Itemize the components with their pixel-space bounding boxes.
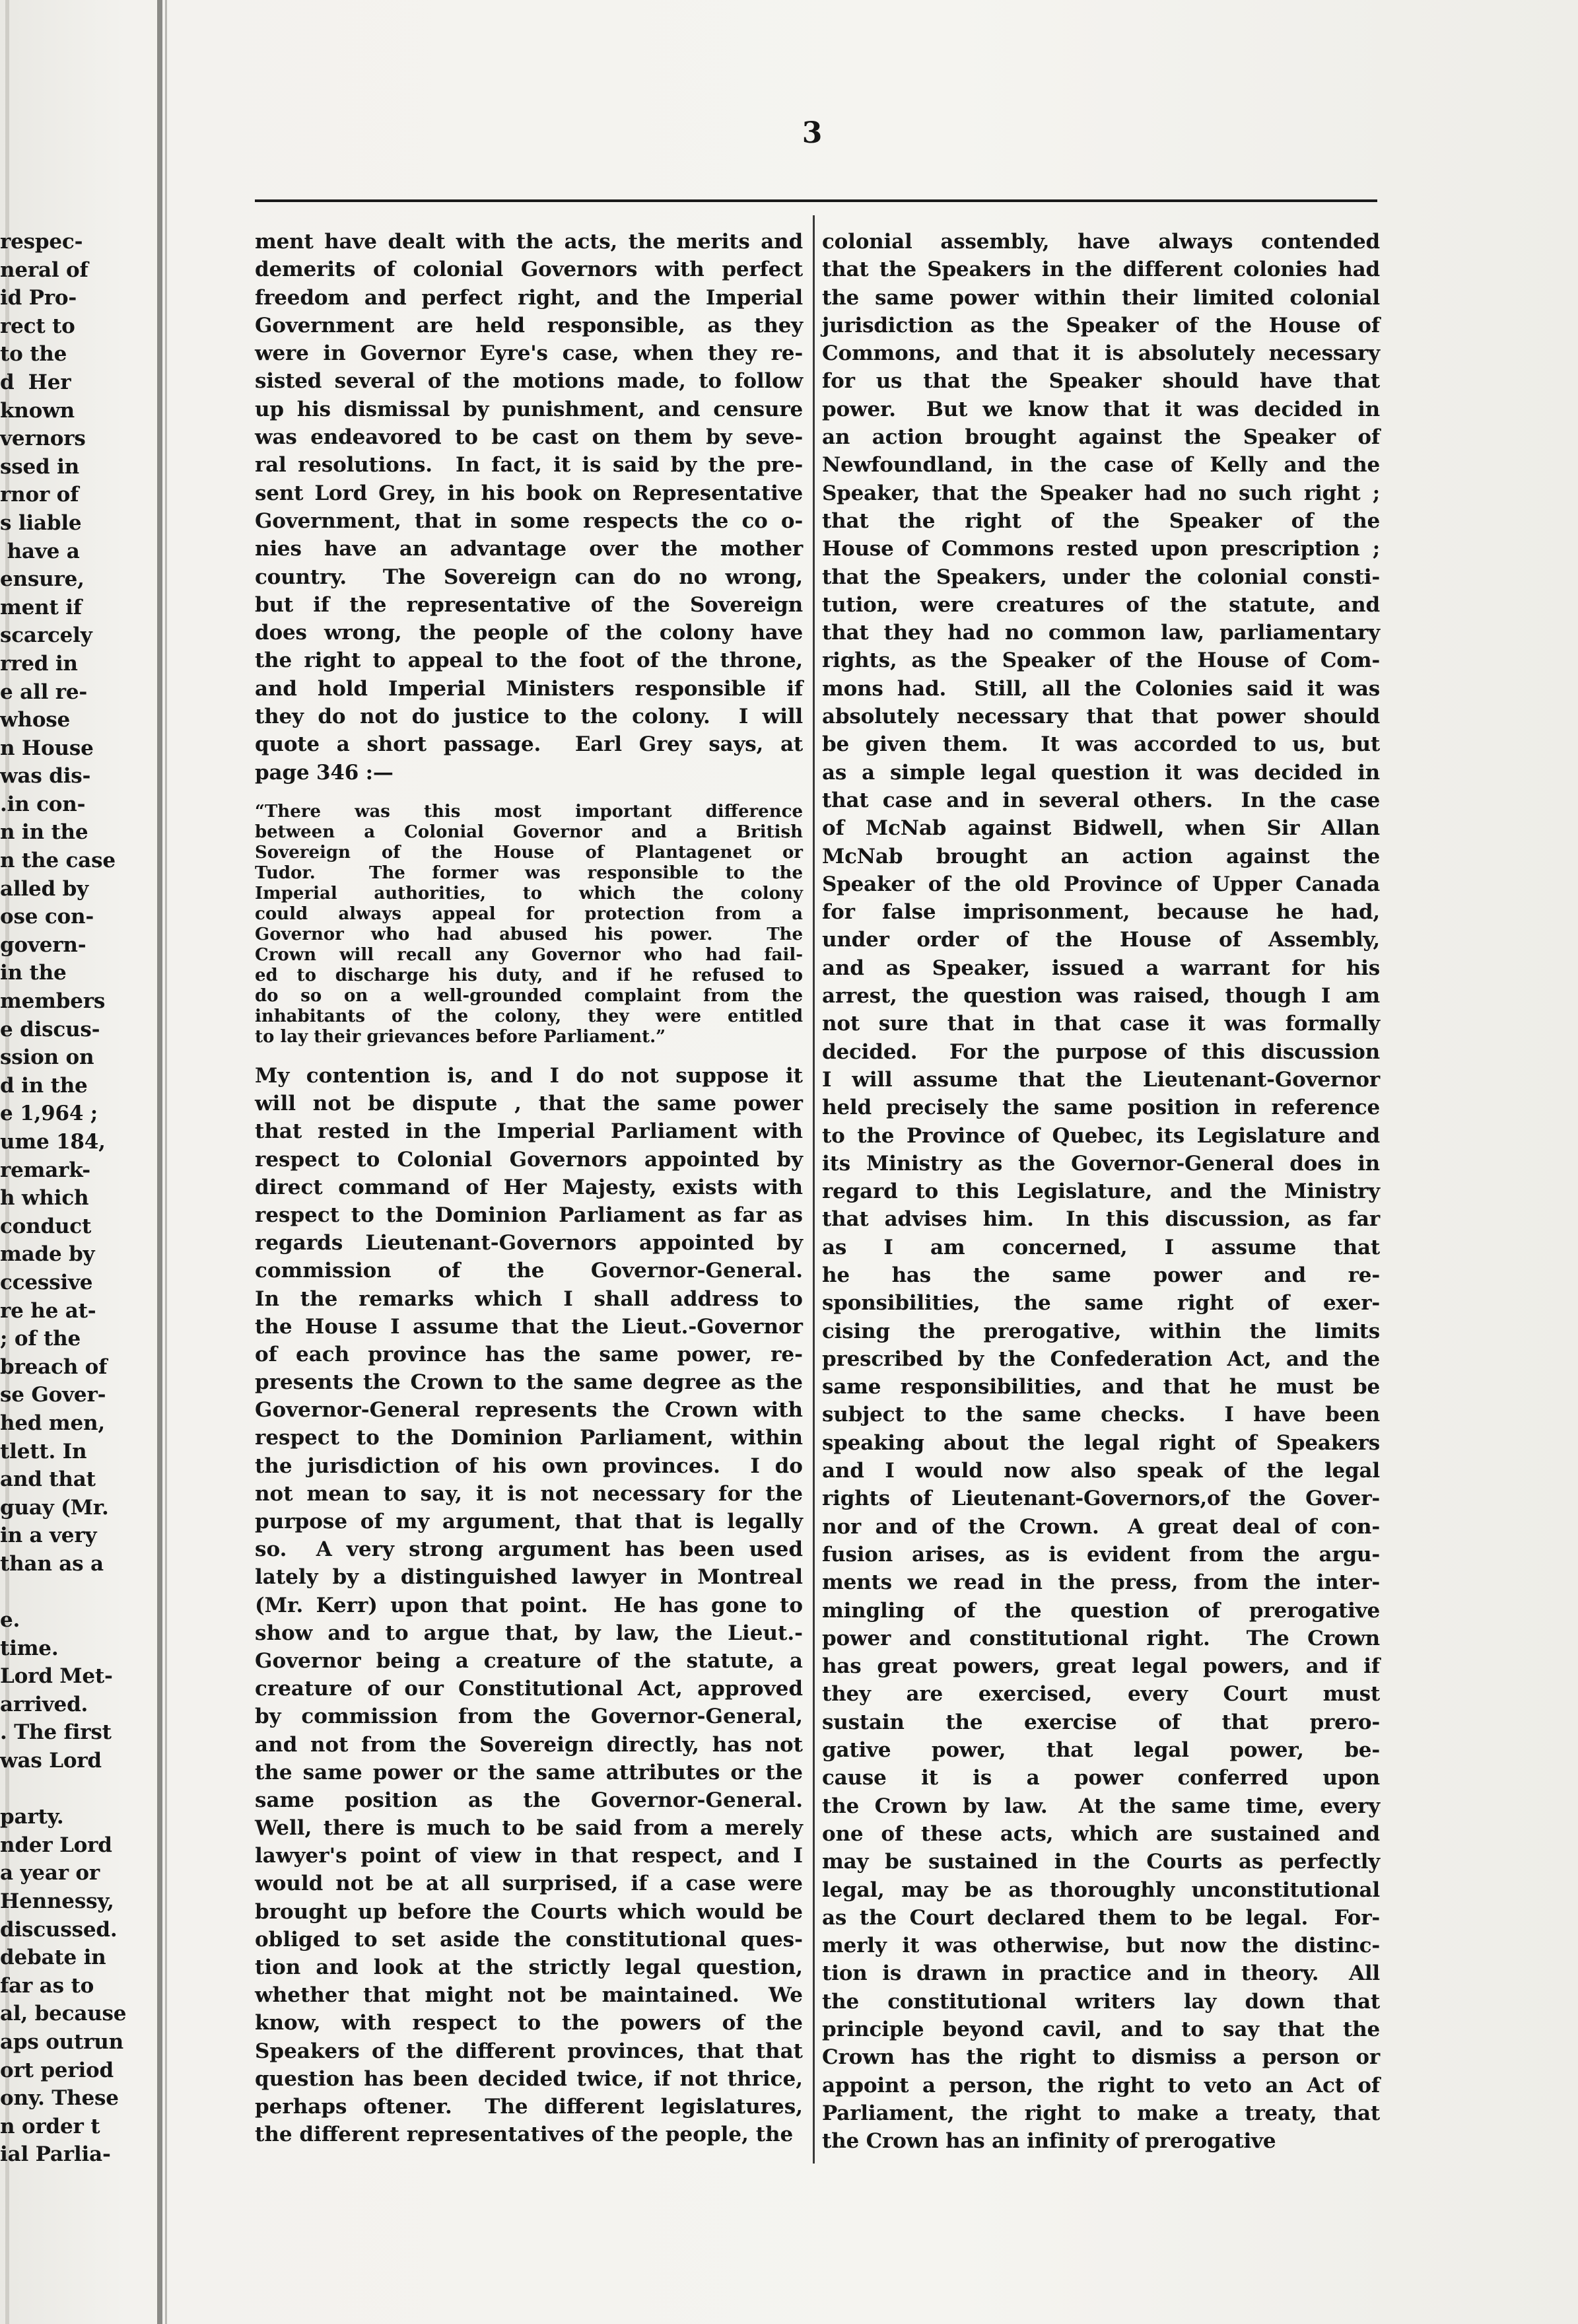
fragment-line: h which (0, 1186, 89, 1211)
text-line: and as Speaker, issued a warrant for his (822, 956, 1380, 980)
fragment-line: was dis- (0, 764, 91, 789)
fragment-line: a year or (0, 1861, 100, 1885)
text-line: would not be at all surprised, if a case were (255, 1872, 803, 1896)
fragment-line: discussed. (0, 1917, 118, 1942)
text-line: sisted several of the motions made, to follow (255, 369, 803, 394)
fragment-line: time. (0, 1636, 59, 1660)
text-line: the right to appeal to the foot of the throne, (255, 649, 803, 673)
fragment-line: rnor of (0, 483, 79, 507)
text-line: the House I assume that the Lieut.-Governor (255, 1314, 803, 1339)
text-line: were in Governor Eyre's case, when they re- (255, 341, 803, 366)
text-line: direct command of Her Majesty, exists with (255, 1175, 803, 1199)
fragment-line: ; of the (0, 1327, 81, 1351)
fragment-line: d Her (0, 370, 71, 394)
text-line: rights, as the Speaker of the House of Com- (822, 649, 1380, 673)
text-line: gative power, that legal power, be- (822, 1738, 1380, 1763)
text-line: presents the Crown to the same degree as the (255, 1370, 803, 1395)
fragment-line: than as a (0, 1551, 104, 1576)
text-line: arrest, the question was raised, though I am (822, 984, 1380, 1008)
text-line: absolutely necessary that that power should (822, 705, 1380, 729)
text-line: ments we read in the press, from the inter- (822, 1570, 1380, 1595)
text-line: and I would now also speak of the legal (822, 1459, 1380, 1483)
text-line: respect to the Dominion Parliament, within (255, 1426, 803, 1450)
fragment-line: id Pro- (0, 286, 77, 310)
fragment-line: whose (0, 708, 71, 732)
text-line: has great powers, great legal powers, and if (822, 1654, 1380, 1679)
text-line: Speaker, that the Speaker had no such right ; (822, 481, 1380, 505)
quote-line: ed to discharge his duty, and if he refused to (255, 966, 803, 985)
quote-line: Tudor. The former was responsible to the (255, 863, 803, 883)
fragment-line: members (0, 989, 106, 1014)
fragment-line: was Lord (0, 1749, 102, 1773)
fragment-line: n House (0, 736, 94, 760)
text-line: the Crown has an infinity of prerogative (822, 2129, 1276, 2154)
text-line: he has the same power and re- (822, 1263, 1380, 1287)
text-line: that rested in the Imperial Parliament with (255, 1119, 803, 1144)
text-line: respect to Colonial Governors appointed by (255, 1147, 803, 1172)
text-line: prescribed by the Confederation Act, and the (822, 1347, 1380, 1371)
text-line: by commission from the Governor-General, (255, 1705, 803, 1729)
fragment-line: to the (0, 342, 67, 367)
text-line: colonial assembly, have always contended (822, 230, 1380, 254)
fragment-line: and that (0, 1467, 96, 1492)
fragment-line: Hennessy, (0, 1889, 114, 1914)
text-line: the different representatives of the people, the (255, 2123, 794, 2147)
text-line: Parliament, the right to make a treaty, that (822, 2101, 1380, 2125)
text-line: My contention is, and I do not suppose it (255, 1064, 803, 1088)
text-line: same responsibilities, and that he must be (822, 1375, 1380, 1399)
text-line: the Crown by law. At the same time, every (822, 1794, 1380, 1818)
text-line: nies have an advantage over the mother (255, 537, 803, 561)
text-line: (Mr. Kerr) upon that point. He has gone to (255, 1593, 803, 1617)
text-line: cising the prerogative, within the limits (822, 1319, 1380, 1343)
text-line: regard to this Legislature, and the Ministry (822, 1180, 1380, 1204)
text-line: held precisely the same position in reference (822, 1096, 1380, 1120)
quote-line: “There was this most important difference (255, 802, 803, 822)
fragment-line: known (0, 398, 75, 423)
text-line: subject to the same checks. I have been (822, 1403, 1380, 1427)
fragment-line: rred in (0, 651, 78, 676)
text-line: appoint a person, the right to veto an Act of (822, 2073, 1380, 2097)
fragment-line: n the case (0, 849, 116, 873)
text-line: purpose of my argument, that that is legally (255, 1510, 803, 1533)
text-line: one of these acts, which are sustained and (822, 1821, 1380, 1846)
fragment-line: ccessive (0, 1270, 93, 1294)
fragment-line: e all re- (0, 680, 88, 704)
text-line: rights of Lieutenant-Governors,of the Gover- (822, 1487, 1380, 1511)
text-line: freedom and perfect right, and the Imperial (255, 285, 803, 310)
fragment-line: vernors (0, 427, 86, 451)
fragment-line: alled by (0, 876, 88, 901)
fragment-line: conduct (0, 1214, 92, 1238)
text-line: cause it is a power conferred upon (822, 1766, 1380, 1790)
text-line: question has been decided twice, if not thrice, (255, 2066, 803, 2091)
fragment-line: guay (Mr. (0, 1495, 109, 1520)
text-line: Commons, and that it is absolutely necessary (822, 341, 1380, 366)
text-line: tution, were creatures of the statute, and (822, 592, 1380, 617)
fragment-line: ment if (0, 595, 82, 619)
text-line: that the Speakers in the different colonies had (822, 258, 1380, 282)
text-line: they do not do justice to the colony. I will (255, 705, 803, 729)
fragment-line: e 1,964 ; (0, 1102, 98, 1126)
text-line: that advises him. In this discussion, as far (822, 1207, 1380, 1232)
text-line: be given them. It was accorded to us, but (822, 732, 1380, 757)
text-line: McNab brought an action against the (822, 844, 1380, 868)
text-line: that the right of the Speaker of the (822, 509, 1380, 533)
text-line: merly it was otherwise, but now the distinc- (822, 1934, 1380, 1958)
text-line: know, with respect to the powers of the (255, 2011, 803, 2035)
text-line: under order of the House of Assembly, (822, 928, 1380, 952)
text-line: the jurisdiction of his own provinces. I do (255, 1454, 803, 1478)
previous-page-column-fragment (0, 228, 153, 2169)
fragment-line: ssed in (0, 454, 80, 479)
text-line: same position as the Governor-General. (255, 1788, 803, 1812)
text-line: Governor being a creature of the statute, a (255, 1648, 803, 1673)
quote-line: Imperial authorities, to which the colony (255, 884, 803, 903)
text-line: Governor-General represents the Crown with (255, 1398, 803, 1423)
page-number: 3 (802, 116, 823, 150)
text-line: that case and in several others. In the case (822, 788, 1380, 812)
fragment-line: ssion on (0, 1045, 94, 1070)
text-line: the same power or the same attributes or the (255, 1760, 803, 1784)
text-line: country. The Sovereign can do no wrong, (255, 565, 803, 589)
text-line: regards Lieutenant-Governors appointed by (255, 1231, 803, 1255)
text-line: Speakers of the different provinces, that that (255, 2039, 803, 2063)
text-line: for us that the Speaker should have that (822, 369, 1380, 394)
fragment-line (0, 1578, 153, 1607)
text-line: was endeavored to be cast on them by seve- (255, 425, 803, 450)
text-line: to the Province of Quebec, its Legislature and (822, 1123, 1380, 1148)
fragment-line: have a (0, 539, 80, 563)
binding-shadow (165, 0, 167, 2324)
fragment-line: ony. These (0, 2086, 119, 2111)
text-line: sustain the exercise of that prero- (822, 1710, 1380, 1734)
column-divider (813, 215, 815, 2164)
text-line: for false imprisonment, because he had, (822, 900, 1380, 925)
text-line: the same power within their limited colonial (822, 285, 1380, 310)
text-line: does wrong, the people of the colony have (255, 621, 803, 645)
fragment-line: . The first (0, 1720, 112, 1745)
text-line: power. But we know that it was decided in (822, 397, 1380, 421)
quote-line: could always appeal for protection from a (255, 904, 803, 924)
quote-line: do so on a well-grounded complaint from the (255, 986, 803, 1006)
fragment-line: neral of (0, 258, 88, 282)
fragment-line: Lord Met- (0, 1664, 113, 1689)
fragment-line: far as to (0, 1973, 94, 1998)
text-line: Speaker of the old Province of Upper Canada (822, 872, 1380, 896)
text-line: In the remarks which I shall address to (255, 1286, 803, 1311)
column-right (822, 228, 1380, 2155)
text-line: Crown has the right to dismiss a person or (822, 2045, 1380, 2070)
text-line: sent Lord Grey, in his book on Representative (255, 481, 803, 505)
fragment-line: ose con- (0, 905, 94, 929)
quote-line: to lay their grievances before Parliament.” (255, 1027, 666, 1047)
text-line: respect to the Dominion Parliament as far as (255, 1203, 803, 1227)
text-line: I will assume that the Lieutenant-Governor (822, 1067, 1380, 1092)
text-line: Government are held responsible, as they (255, 313, 803, 337)
text-line: page 346 :— (255, 760, 394, 785)
fragment-line: n order t (0, 2114, 100, 2138)
text-line: whether that might not be maintained. We (255, 1983, 803, 2008)
fragment-line: e. (0, 1608, 20, 1633)
text-line: so. A very strong argument has been used (255, 1537, 803, 1562)
column-left-top (255, 228, 803, 787)
text-line: they are exercised, every Court must (822, 1682, 1380, 1707)
fragment-line: arrived. (0, 1692, 88, 1716)
text-line: not sure that in that case it was formally (822, 1012, 1380, 1036)
text-line: and not from the Sovereign directly, has not (255, 1732, 803, 1757)
text-line: as I am concerned, I assume that (822, 1235, 1380, 1259)
fragment-line: ume 184, (0, 1130, 106, 1154)
fragment-line: se Gover- (0, 1383, 106, 1407)
quote-line: Sovereign of the House of Plantagenet or (255, 843, 803, 863)
quote-line: Governor who had abused his power. The (255, 925, 803, 944)
text-line: but if the representative of the Sovereign (255, 592, 803, 617)
block-quote-earl-grey (255, 802, 803, 1047)
text-line: perhaps oftener. The different legislatures, (255, 2094, 803, 2119)
text-line: speaking about the legal right of Speakers (822, 1430, 1380, 1455)
text-line: that the Speakers, under the colonial consti- (822, 565, 1380, 589)
text-line: will not be dispute , that the same power (255, 1092, 803, 1116)
quote-line: inhabitants of the colony, they were entitled (255, 1006, 803, 1026)
text-line: mons had. Still, all the Colonies said it was (822, 676, 1380, 701)
fragment-line: aps outrun (0, 2030, 123, 2054)
text-line: mingling of the question of prerogative (822, 1598, 1380, 1623)
fragment-line: al, because (0, 2002, 127, 2026)
text-line: show and to argue that, by law, the Lieut.- (255, 1621, 803, 1645)
text-line: as the Court declared them to be legal. For- (822, 1905, 1380, 1930)
fragment-line: respec- (0, 230, 83, 254)
fragment-line: in the (0, 961, 67, 985)
text-line: ment have dealt with the acts, the merits and (255, 230, 803, 254)
text-line: lately by a distinguished lawyer in Montreal (255, 1565, 803, 1590)
text-line: of each province has the same power, re- (255, 1342, 803, 1366)
text-line: that they had no common law, parliamentary (822, 621, 1380, 645)
text-line: up his dismissal by punishment, and censure (255, 397, 803, 421)
column-left-bottom (255, 1062, 803, 2148)
text-line: Well, there is much to be said from a merely (255, 1816, 803, 1841)
fragment-line: ort period (0, 2058, 114, 2082)
text-line: of McNab against Bidwell, when Sir Allan (822, 816, 1380, 841)
fragment-line: party. (0, 1805, 64, 1829)
text-line: demerits of colonial Governors with perfect (255, 258, 803, 282)
text-line: lawyer's point of view in that respect, and I (255, 1844, 803, 1868)
fragment-line: ensure, (0, 567, 85, 592)
text-line: ral resolutions. In fact, it is said by the pre- (255, 453, 803, 477)
header-rule (255, 199, 1377, 202)
fragment-line: hed men, (0, 1411, 105, 1435)
fragment-line: govern- (0, 933, 86, 957)
fragment-line: .in con- (0, 792, 86, 816)
fragment-line: nder Lord (0, 1833, 112, 1857)
fragment-line: remark- (0, 1158, 90, 1182)
text-line: principle beyond cavil, and to say that the (822, 2018, 1380, 2041)
text-line: tion and look at the strictly legal question, (255, 1955, 803, 1979)
fragment-line (0, 1775, 153, 1804)
quote-line: Crown will recall any Governor who had fail- (255, 945, 803, 965)
fragment-line: made by (0, 1242, 95, 1267)
fragment-line: e discus- (0, 1017, 100, 1041)
fragment-line: s liable (0, 511, 82, 535)
text-line: the constitutional writers lay down that (822, 1989, 1380, 2014)
text-line: its Ministry as the Governor-General does in (822, 1151, 1380, 1176)
text-line: not mean to say, it is not necessary for the (255, 1481, 803, 1506)
fragment-line: in a very (0, 1524, 97, 1548)
text-line: commission of the Governor-General. (255, 1259, 803, 1283)
text-line: and hold Imperial Ministers responsible if (255, 676, 803, 701)
text-line: an action brought against the Speaker of (822, 425, 1380, 450)
text-line: jurisdiction as the Speaker of the House of (822, 313, 1380, 337)
text-line: decided. For the purpose of this discussion (822, 1039, 1380, 1064)
text-line: tion is drawn in practice and in theory. All (822, 1961, 1380, 1986)
text-line: Government, that in some respects the co o- (255, 509, 803, 533)
text-line: Newfoundland, in the case of Kelly and the (822, 453, 1380, 477)
text-line: as a simple legal question it was decided in (822, 760, 1380, 785)
text-line: brought up before the Courts which would be (255, 1899, 803, 1924)
text-line: creature of our Constitutional Act, approved (255, 1677, 803, 1701)
fragment-line: ial Parlia- (0, 2142, 111, 2167)
text-line: legal, may be as thoroughly unconstitutional (822, 1878, 1380, 1902)
fragment-line: d in the (0, 1073, 88, 1098)
text-line: fusion arises, as is evident from the argu- (822, 1542, 1380, 1567)
fragment-line: scarcely (0, 623, 92, 648)
fragment-line: rect to (0, 314, 75, 338)
quote-line: between a Colonial Governor and a British (255, 822, 803, 842)
text-line: House of Commons rested upon prescription ; (822, 537, 1380, 561)
fragment-line: tlett. In (0, 1439, 87, 1463)
fragment-line: debate in (0, 1946, 106, 1970)
text-line: may be sustained in the Courts as perfectly (822, 1850, 1380, 1874)
text-line: sponsibilities, the same right of exer- (822, 1291, 1380, 1316)
text-line: quote a short passage. Earl Grey says, at (255, 732, 803, 757)
text-line: power and constitutional right. The Crown (822, 1626, 1380, 1650)
text-line: nor and of the Crown. A great deal of con- (822, 1514, 1380, 1539)
fragment-line: re he at- (0, 1298, 96, 1323)
fragment-line: breach of (0, 1355, 108, 1379)
binding-gutter (157, 0, 162, 2324)
text-line: obliged to set aside the constitutional ques- (255, 1927, 803, 1952)
fragment-line: n in the (0, 820, 88, 845)
